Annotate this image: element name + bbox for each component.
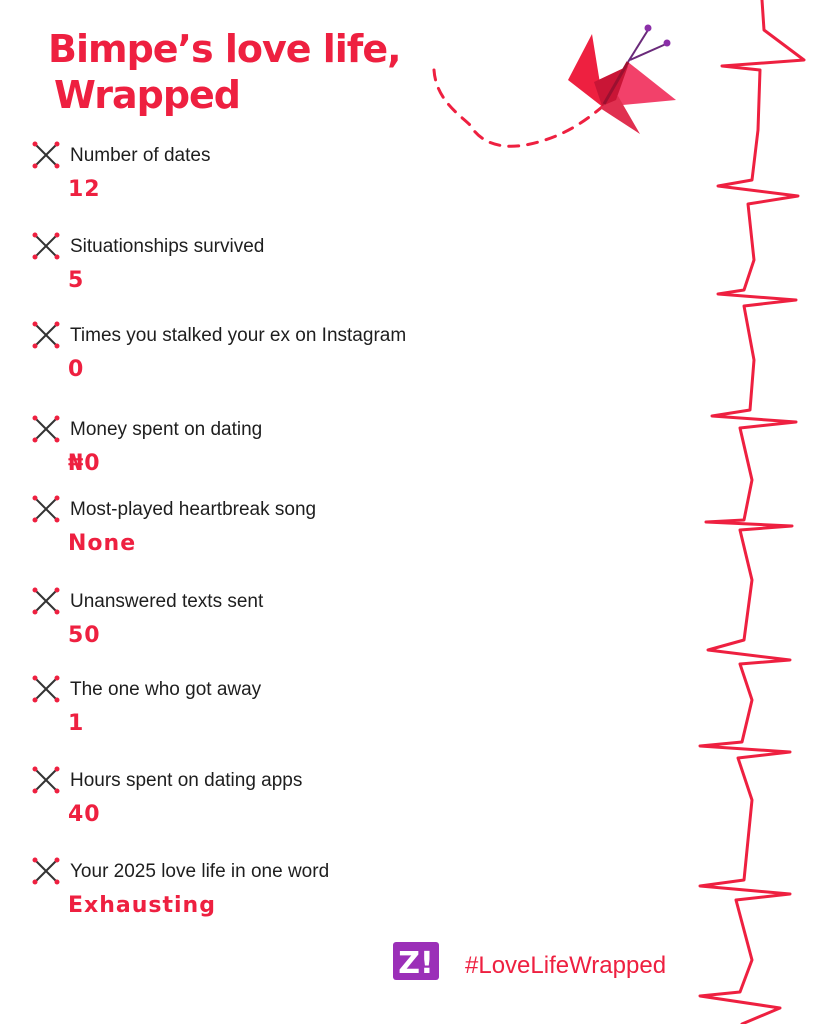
- crossed-arrows-icon: [32, 232, 60, 260]
- item-label: Money spent on dating: [70, 419, 263, 440]
- item-value: 40: [68, 802, 101, 827]
- crossed-arrows-icon: [32, 415, 60, 443]
- crossed-arrows-icon: [32, 141, 60, 169]
- crossed-arrows-icon: [32, 766, 60, 794]
- item-value: None: [68, 531, 137, 556]
- item-value: 1: [68, 711, 85, 736]
- brand-logo-text: Z!: [398, 946, 434, 980]
- title-line-2: Wrapped: [54, 73, 241, 117]
- item-label: Most-played heartbreak song: [70, 499, 317, 520]
- item-label: Unanswered texts sent: [70, 591, 264, 612]
- item-value: 50: [68, 623, 101, 648]
- item-label: Times you stalked your ex on Instagram: [70, 325, 407, 346]
- item-value: 12: [68, 177, 101, 202]
- crossed-arrows-icon: [32, 675, 60, 703]
- crossed-arrows-icon: [32, 857, 60, 885]
- heartbeat-line: [700, 0, 804, 1024]
- brand-logo: [393, 942, 439, 980]
- item-value: 0: [68, 357, 85, 382]
- crossed-arrows-icon: [32, 587, 60, 615]
- item-value: Exhausting: [68, 893, 216, 918]
- crossed-arrows-icon: [32, 495, 60, 523]
- hashtag: #LoveLifeWrapped: [465, 952, 667, 979]
- butterfly-icon: [568, 25, 676, 135]
- page-title: [48, 26, 401, 118]
- item-label: Situationships survived: [70, 236, 265, 257]
- item-label: Number of dates: [70, 145, 211, 166]
- item-value: 5: [68, 268, 85, 293]
- item-label: Your 2025 love life in one word: [70, 861, 330, 882]
- item-label: Hours spent on dating apps: [70, 770, 303, 791]
- title-line-1: Bimpe’s love life,: [48, 27, 401, 71]
- item-value: ₦0: [68, 451, 101, 476]
- crossed-arrows-icon: [32, 321, 60, 349]
- item-label: The one who got away: [70, 679, 262, 700]
